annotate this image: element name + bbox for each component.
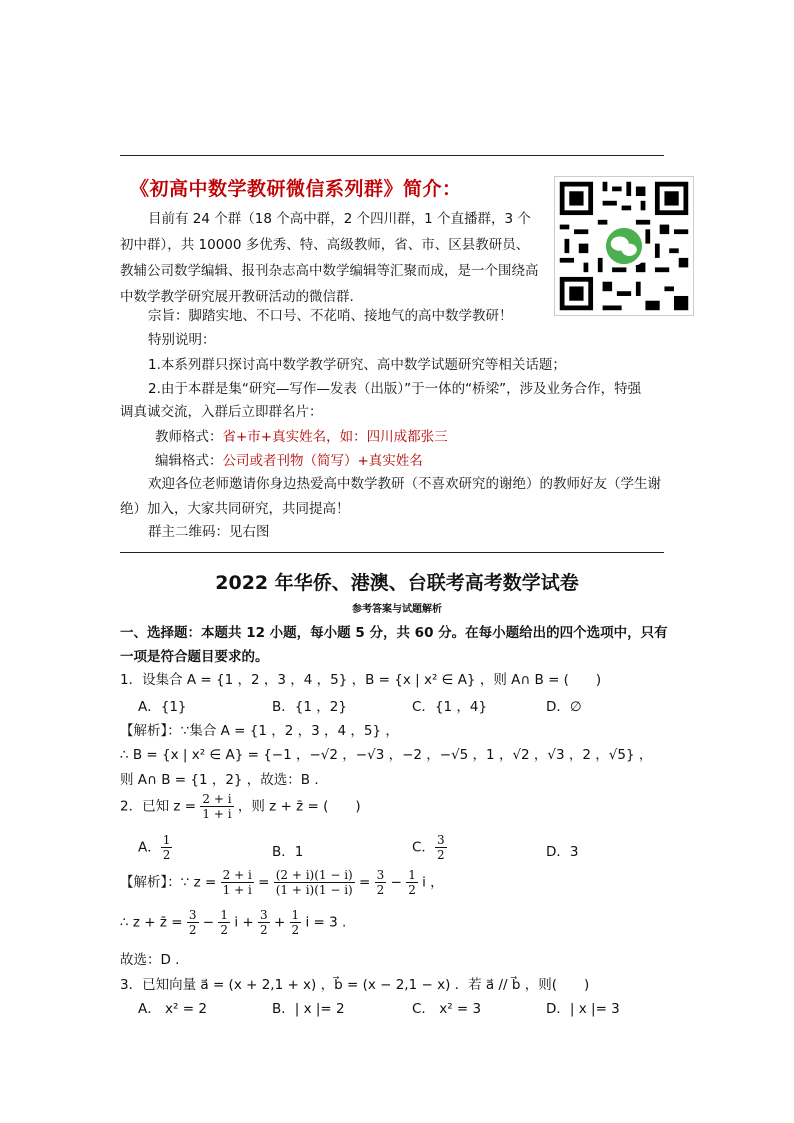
q2-sol-frac1-num: 2 + i (222, 868, 252, 882)
intro-welcome-line2: 绝）加入，大家共同研究，共同提高！ (120, 501, 350, 517)
q2-sol-eq2: = (359, 874, 371, 891)
q2-sum-frac3-den: 2 (260, 923, 268, 937)
q2-sol-frac4-num: 1 (408, 868, 416, 882)
intro-note2-line1: 2.由于本群是集“研究—写作—发表（出版）”于一体的“桥梁”，涉及业务合作，特强 (148, 381, 642, 397)
q2-sum-frac1 (187, 908, 199, 937)
q2-sum-tail: i = 3 . (305, 914, 347, 931)
intro-note2-line2: 调真诚交流，入群后立即群名片： (120, 404, 323, 420)
q3-option-d: D．| x |= 3 (546, 1001, 620, 1017)
q2-sum-frac3 (258, 908, 270, 937)
q2-option-a-den: 2 (162, 848, 171, 862)
editor-format-row (155, 449, 423, 469)
q3-option-c: C． x² = 3 (412, 1001, 482, 1017)
q2-stem (120, 792, 361, 821)
q2-option-a (138, 833, 172, 862)
intro-p1-line2: 初中群），共 10000 多优秀、特、高级教师，省、市、区县教研员、 (120, 237, 530, 253)
section1-heading-line1: 一、选择题：本题共 12 小题，每小题 5 分，共 60 分。在每小题给出的四个选项中，只有 (120, 625, 668, 641)
intro-welcome-line1: 欢迎各位老师邀请你身边热爱高中数学教研（不喜欢研究的谢绝）的教师好友（学生谢 (148, 476, 661, 492)
q1-solution-line2: ∴ B = {x | x² ∈ A} = {−1 ，−√2 ，−√3 ，−2 ，−√5 ，1 ，√2 ，√3 ，2 ，√5} ， (120, 747, 653, 763)
q2-solution-label: 【解析】：∵ z = (120, 874, 217, 891)
q2-option-c (412, 833, 447, 862)
q2-sol-tail: i ， (422, 874, 444, 891)
q3-option-a: A． x² = 2 (138, 1001, 207, 1017)
intro-title: 《初高中数学教研微信系列群》简介： (130, 178, 462, 200)
q2-sol-frac2 (274, 868, 355, 897)
q2-sol-frac1-den: 1 + i (222, 883, 252, 897)
intro-purpose: 宗旨：脚踏实地、不口号、不花哨、接地气的高中数学教研！ (148, 308, 513, 324)
q2-sol-frac3 (375, 868, 387, 897)
q2-sol-frac1 (221, 868, 254, 897)
q2-solution-line2 (120, 908, 346, 937)
intro-p1-line1: 目前有 24 个群（18 个高中群，2 个四川群，1 个直播群，3 个 (148, 211, 531, 227)
q2-sum-frac2-num: 1 (220, 908, 229, 922)
q2-sum-minus: − (202, 914, 215, 931)
q2-sum-frac4-num: 1 (291, 908, 300, 922)
q2-option-a-num: 1 (162, 833, 171, 847)
q2-option-c-num: 3 (436, 833, 445, 847)
q2-answer: 故选：D . (120, 952, 180, 968)
q1-option-a: A．{1} (138, 699, 187, 715)
q2-option-c-den: 2 (436, 848, 445, 862)
intro-special-heading: 特别说明： (148, 332, 216, 348)
q2-stem-prefix: 2．已知 z = (120, 798, 197, 815)
q2-sol-frac2-den: (1 + i)(1 − i) (275, 883, 353, 897)
section1-heading-line2: 一项是符合题目要求的。 (120, 649, 269, 665)
q3-option-b: B．| x |= 2 (272, 1001, 345, 1017)
q2-solution-line1 (120, 868, 444, 897)
q2-sum-frac1-den: 2 (188, 923, 197, 937)
q2-sum-prefix: ∴ z + z̄ = (120, 914, 183, 931)
intro-p1-line3: 教辅公司数学编辑、报刊杂志高中数学编辑等汇聚而成，是一个围绕高 (120, 263, 539, 279)
editor-format-value: 公司或者刊物（简写）+真实姓名 (222, 453, 423, 469)
q3-stem: 3．已知向量 a⃗ = (x + 2,1 + x) ，b⃗ = (x − 2,1 − x) ．若 a⃗ // b⃗ ，则( ) (120, 977, 590, 993)
q2-sol-frac3-den: 2 (376, 883, 385, 897)
q1-option-d: D．∅ (546, 699, 582, 715)
q2-sum-plus: + (273, 914, 286, 931)
q1-solution-line3: 则 A∩ B = {1 ，2} ，故选：B . (120, 772, 319, 788)
q2-sum-frac2-den: 2 (220, 923, 229, 937)
q2-fraction (200, 792, 233, 821)
q1-option-c: C．{1 ，4} (412, 699, 488, 715)
teacher-format-label: 教师格式： (155, 429, 223, 445)
q2-sum-frac1-num: 3 (188, 908, 197, 922)
q2-stem-suffix: ，则 z + z̄ = ( ) (237, 798, 361, 815)
qr-code (554, 176, 694, 316)
intro-note1: 1.本系列群只探讨高中数学教学研究、高中数学试题研究等相关话题； (148, 357, 566, 373)
teacher-format-value: 省+市+真实姓名，如：四川成都张三 (222, 429, 448, 445)
q2-sum-frac3-num: 3 (260, 908, 268, 922)
top-divider (120, 155, 664, 156)
editor-format-label: 编辑格式： (155, 453, 223, 469)
qr-code-icon (555, 177, 693, 315)
q2-sum-frac4 (290, 908, 302, 937)
q2-fraction-num: 2 + i (202, 792, 232, 806)
bottom-divider (120, 552, 664, 553)
q2-option-a-prefix: A． (138, 839, 161, 856)
q2-sol-eq1: = (258, 874, 270, 891)
intro-p1-line4: 中数学教学研究展开教研活动的微信群. (120, 289, 354, 305)
q2-sol-minus: − (390, 874, 402, 891)
q2-sum-frac2 (218, 908, 230, 937)
q2-option-b: B．1 (272, 844, 304, 860)
q2-option-c-fraction (435, 833, 447, 862)
q2-sol-frac2-num: (2 + i)(1 − i) (275, 868, 353, 882)
teacher-format-row (155, 425, 448, 445)
q2-sum-mid: i + (234, 914, 254, 931)
exam-subtitle: 参考答案与试题解析 (352, 604, 442, 615)
q1-solution-line1: 【解析】：∵集合 A = {1 ，2 ，3 ，4 ，5} ， (120, 723, 399, 739)
q2-sol-frac3-num: 3 (376, 868, 385, 882)
q2-sol-frac4 (406, 868, 418, 897)
intro-qr-label: 群主二维码：见右图 (148, 524, 270, 540)
q2-sum-frac4-den: 2 (291, 923, 300, 937)
exam-title: 2022 年华侨、港澳、台联考高考数学试卷 (215, 572, 579, 594)
q2-option-a-fraction (161, 833, 173, 862)
q1-option-b: B．{1 ，2} (272, 699, 347, 715)
q2-option-d: D．3 (546, 844, 579, 860)
q2-option-c-prefix: C． (412, 839, 435, 856)
q2-fraction-den: 1 + i (202, 807, 232, 821)
q1-stem: 1．设集合 A = {1 ，2 ，3 ，4 ，5} ，B = {x | x² ∈ A} ，则 A∩ B = ( ) (120, 672, 602, 688)
q2-sol-frac4-den: 2 (408, 883, 416, 897)
